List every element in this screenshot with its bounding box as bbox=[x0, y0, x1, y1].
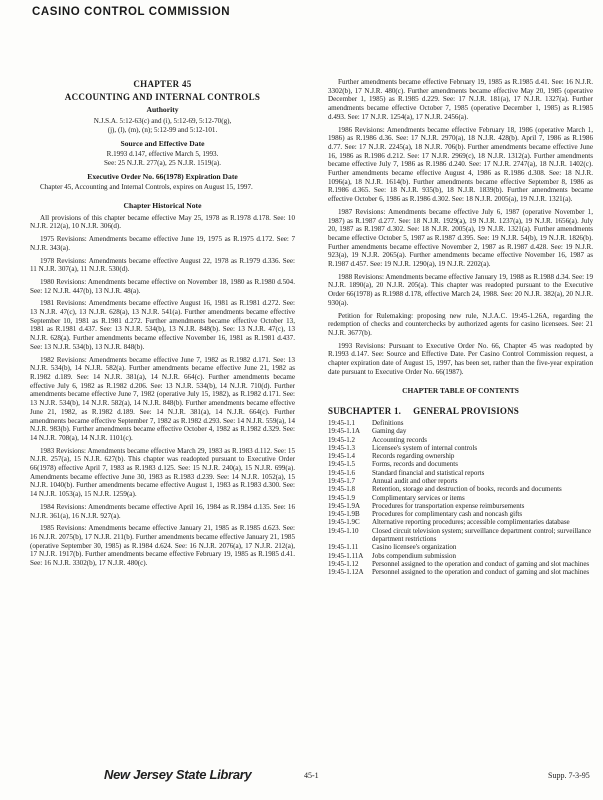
subchapter-heading bbox=[328, 407, 593, 416]
toc-section-title: Procedures for complimentary cash and noncash gifts bbox=[372, 510, 523, 519]
toc-section-title: Personnel assigned to the operation and conduct of gaming and slot machines bbox=[372, 568, 590, 577]
toc-section-title: Gaming day bbox=[372, 427, 407, 436]
toc-section-title: Retention, storage and destruction of books, records and documents bbox=[372, 485, 562, 494]
toc-row bbox=[328, 552, 593, 560]
toc-row bbox=[328, 452, 593, 460]
toc-section-number: 19:45-1.7 bbox=[328, 476, 356, 485]
source-line-1: R.1993 d.147, effective March 5, 1993. bbox=[106, 150, 219, 159]
source-line-2: See: 25 N.J.R. 277(a), 25 N.J.R. 1519(a). bbox=[103, 158, 222, 167]
toc-section-number: 19:45-1.12A bbox=[328, 568, 364, 577]
toc-section-title: Jobs compendium submission bbox=[372, 551, 457, 560]
toc-section-title: Records regarding ownership bbox=[372, 452, 455, 461]
toc-row bbox=[328, 568, 593, 576]
toc-row bbox=[328, 477, 593, 485]
history-paragraph: 1975 Revisions: Amendments became effective June 19, 1975 as R.1975 d.172. See: 7 N.J.R. 343(a). bbox=[30, 235, 295, 252]
toc-section-number: 19:45-1.12 bbox=[328, 559, 359, 568]
toc-section-number: 19:45-1.10 bbox=[328, 526, 359, 535]
toc-heading: CHAPTER TABLE OF CONTENTS bbox=[402, 385, 519, 395]
subchapter-title: GENERAL PROVISIONS bbox=[413, 406, 519, 417]
historical-note-heading: Chapter Historical Note bbox=[123, 201, 202, 211]
toc-section-number: 19:45-1.9C bbox=[328, 518, 360, 527]
history-paragraph: 1988 Revisions: Amendments became effective January 19, 1988 as R.1988 d.34. See: 19 N.J.R. 1890(a), 20 N.J.R. 205(a). This chapter was readopted pursuant to the Executive Order 66(1978) as R.1988 d.178, effective March 24, 1988. See: 20 N.J.R. 382(a), 20 N.J.R. 930(a). bbox=[328, 272, 593, 307]
toc-row bbox=[328, 427, 593, 435]
toc-section-number: 19:45-1.2 bbox=[328, 435, 356, 444]
toc-section-title: Licensee's system of internal controls bbox=[372, 443, 478, 452]
toc-section-number: 19:45-1.9 bbox=[328, 493, 356, 502]
toc-section-title: Forms, records and documents bbox=[372, 460, 458, 469]
toc-row bbox=[328, 510, 593, 518]
toc-row bbox=[328, 419, 593, 427]
history-paragraph: 1984 Revisions: Amendments became effective April 16, 1984 as R.1984 d.135. See: 16 N.J.R. 361(a), 16 N.J.R. 927(a). bbox=[30, 502, 295, 520]
toc-section-number: 19:45-1.9A bbox=[328, 501, 361, 510]
history-paragraph: 1983 Revisions: Amendments became effective March 29, 1983 as R.1983 d.112. See: 15 N.J.R. 257(a), 15 N.J.R. 627(b). This chapter was readopted pursuant to Executive Order 66(1978) effective April 7, 1983 as R.1983 d.125. See: 15 N.J.R. 240(a), 15 N.J.R. 699(a). Amendments became effective June 30, 1983 as R.1983 d.239. See: 14 N.J.R. 1052(a), 15 N.J.R. 1040(b). Further amendments became effective August 1, 1983 as R.1983 d.300. See: 14 N.J.R. 1053(a), 15 N.J.R. 1259(a). bbox=[30, 446, 295, 499]
history-paragraph: Petition for Rulemaking: proposing new rule, N.J.A.C. 19:45-1.26A, regarding the redemption of checks and counterchecks by authorized agents for casino licensees. See: 21 N.J.R. 3677(b). bbox=[328, 311, 593, 337]
library-stamp: New Jersey State Library bbox=[104, 767, 252, 782]
toc-section-title: Procedures for transportation expense reimbursements bbox=[372, 501, 525, 510]
toc-row bbox=[328, 560, 593, 568]
source-heading: Source and Effective Date bbox=[120, 138, 205, 148]
toc-section-title: Definitions bbox=[372, 418, 404, 427]
left-column bbox=[30, 80, 295, 572]
toc-section-number: 19:45-1.11A bbox=[328, 551, 364, 560]
toc-section-number: 19:45-1.11 bbox=[328, 543, 359, 552]
historical-note-right bbox=[328, 78, 593, 377]
toc-row bbox=[328, 502, 593, 510]
toc-section-title: Standard financial and statistical reports bbox=[372, 468, 485, 477]
chapter-title: ACCOUNTING AND INTERNAL CONTROLS bbox=[64, 91, 261, 102]
toc-row bbox=[328, 485, 593, 493]
toc-row bbox=[328, 436, 593, 444]
toc-row bbox=[328, 460, 593, 468]
toc-row bbox=[328, 469, 593, 477]
history-paragraph: Further amendments became effective February 19, 1985 as R.1985 d.41. See: 16 N.J.R. 3302(b), 17 N.J.R. 480(c). Further amendments became effective May 20, 1985 (operative December 1, 1985) as R.1985 d.229. See: 17 N.J.R. 181(a), 17 N.J.R. 1327(a). Further amendments became effective October 7, 1985 (operative December 1, 1985) as R.1985 d.493. See: 17 N.J.R. 1254(a), 17 N.J.R. 2456(a). bbox=[328, 78, 593, 121]
subchapter-number: SUBCHAPTER 1. bbox=[328, 406, 402, 417]
history-paragraph: 1980 Revisions: Amendments became effective on November 18, 1980 as R.1980 d.504. See: 12 N.J.R. 447(b), 13 N.J.R. 48(a). bbox=[30, 277, 295, 295]
authority-heading: Authority bbox=[146, 105, 179, 115]
toc-section-title: Alternative reporting procedures; accessible complimentaries database bbox=[372, 518, 570, 527]
toc-section-title: Personnel assigned to the operation and conduct of gaming and slot machines bbox=[372, 559, 590, 568]
toc-section-number: 19:45-1.3 bbox=[328, 443, 356, 452]
toc-row bbox=[328, 494, 593, 502]
toc-section-title: Complimentary services or items bbox=[372, 493, 465, 502]
right-column bbox=[328, 78, 593, 577]
running-header: CASINO CONTROL COMMISSION bbox=[32, 6, 231, 18]
history-paragraph: 1993 Revisions: Pursuant to Executive Order No. 66, Chapter 45 was readopted by R.1993 d.147. See: Source and Effective Date. Per Casino Control Commission request, a chapter expiration date of August 15, 1997, has been set, rather than the five-year expiration date pursuant to Executive Order No. 66(1987). bbox=[328, 341, 593, 376]
toc-table bbox=[328, 419, 593, 577]
history-paragraph: 1981 Revisions: Amendments became effective August 16, 1981 as R.1981 d.272. See: 13 N.J.R. 47(c), 13 N.J.R. 628(a), 13 N.J.R. 541(a). Further amendments became effective September 10, 1981 as R.1981 d.272. Further amendments became effective October 13, 1981 as R.1981 d.437. See: 13 N.J.R. 534(b), 13 N.J.R. 848(b). See: 13 N.J.R. 47(c), 13 N.J.R. 628(a). Further amendments became effective November 16, 1981 as R.1981 d.437. See: 13 N.J.R. 534(b), 13 N.J.R. 848(b). bbox=[30, 299, 295, 351]
toc-section-number: 19:45-1.8 bbox=[328, 485, 356, 494]
toc-section-number: 19:45-1.6 bbox=[328, 468, 356, 477]
authority-line-1: N.J.S.A. 5:12-63(c) and (i), 5:12-69, 5:12-70(g), bbox=[93, 117, 232, 126]
toc-row bbox=[328, 444, 593, 452]
history-paragraph: 1978 Revisions: Amendments became effective August 22, 1978 as R.1979 d.336. See: 11 N.J.R. 307(a), 11 N.J.R. 530(d). bbox=[30, 256, 295, 274]
authority-line-2: (j), (l), (m), (n); 5:12-99 and 5:12-101. bbox=[107, 125, 218, 134]
history-paragraph: All provisions of this chapter became effective May 25, 1978 as R.1978 d.178. See: 10 N.J.R. 212(a), 10 N.J.R. 306(d). bbox=[30, 213, 295, 231]
history-paragraph: 1985 Revisions: Amendments became effective January 21, 1985 as R.1985 d.623. See: 16 N.J.R. 2075(b), 17 N.J.R. 211(b). Further amendments became effective January 21, 1985 (operative September 30, 1985) as R.1984 d.624. See: 16 N.J.R. 2076(a), 17 N.J.R. 212(a), 17 N.J.R. 1917(b). Further amendments became effective February 19, 1985 as R.1985 d.41. See: 16 N.J.R. 3302(b), 17 N.J.R. 480(c). bbox=[30, 524, 295, 568]
toc-section-title: Closed circuit television system; surveillance department control; surveillance department restrictions bbox=[372, 526, 592, 544]
history-paragraph: 1982 Revisions: Amendments became effective June 7, 1982 as R.1982 d.171. See: 13 N.J.R. 534(b), 14 N.J.R. 582(a). Further amendments became effective June 21, 1982 as R.1982 d.189. See: 14 N.J.R. 381(a), 14 N.J.R. 664(c). Further amendments became effective July 6, 1982 as R.1982 d.206. See: 13 N.J.R. 534(b), 14 N.J.R. 710(d). Further amendments became effective June 7, 1982 (operative July 15, 1982), as R.1982 d.171. See: 13 N.J.R. 534(b), 14 N.J.R. 582(a), 14 N.J.R. 848(b). Further amendments became effective June 21, 1982, as R.1982 d.189. See: 14 N.J.R. 381(a), 14 N.J.R. 664(c). Further amendments became effective September 7, 1982 as R.1982 d.293. See: 14 N.J.R. 559(a), 14 N.J.R. 983(b). Further amendments became effective October 4, 1982 as R.1982 d.329. See: 14 N.J.R. 708(a), 14 N.J.R. 1101(c). bbox=[30, 355, 295, 442]
toc-row bbox=[328, 518, 593, 526]
toc-section-number: 19:45-1.1 bbox=[328, 418, 356, 427]
toc-section-title: Casino licensee's organization bbox=[372, 543, 457, 552]
exec-order-heading: Executive Order No. 66(1978) Expiration Date bbox=[87, 171, 238, 181]
toc-section-number: 19:45-1.9B bbox=[328, 510, 360, 519]
toc-section-title: Accounting records bbox=[372, 435, 428, 444]
historical-note-left bbox=[30, 214, 295, 568]
toc-row bbox=[328, 527, 593, 544]
toc-row bbox=[328, 543, 593, 551]
history-paragraph: 1986 Revisions: Amendments became effective February 18, 1986 (operative March 1, 1986) as R.1986 d.36. See: 17 N.J.R. 2970(a), 18 N.J.R. 428(b). April 7, 1986 as R.1986 d.77. See: 17 N.J.R. 2245(a), 18 N.J.R. 706(b). Further amendments became effective June 16, 1986 as R.1986 d.212. See: 17 N.J.R. 2969(c), 18 N.J.R. 1312(a). Further amendments became effective July 7, 1986 as R.1986 d.240. See: 17 N.J.R. 2747(a), 18 N.J.R. 1402(c). Further amendments became effective August 4, 1986 as R.1986 d.308. See: 18 N.J.R. 1096(a), 18 N.J.R. 1614(b). Further amendments became effective September 8, 1986 as R.1986 d.365. See: 18 N.J.R. 935(b), 18 N.J.R. 1839(b). Further amendments became effective October 6, 1986 as R.1986 d.302. See: 18 N.J.R. 2005(a), 19 N.J.R. 1321(a). bbox=[328, 125, 593, 204]
exec-order-text: Chapter 45, Accounting and Internal Controls, expires on August 15, 1997. bbox=[40, 183, 253, 192]
supplement-date: Supp. 7-3-95 bbox=[548, 771, 590, 780]
toc-section-number: 19:45-1.1A bbox=[328, 427, 361, 436]
toc-section-number: 19:45-1.5 bbox=[328, 460, 356, 469]
page-number: 45-1 bbox=[304, 771, 319, 780]
toc-section-number: 19:45-1.4 bbox=[328, 452, 356, 461]
toc-section-title: Annual audit and other reports bbox=[372, 476, 458, 485]
history-paragraph: 1987 Revisions: Amendments became effective July 6, 1987 (operative November 1, 1987) as R.1987 d.277. See: 18 N.J.R. 1929(a), 19 N.J.R. 1237(a), 19 N.J.R. 1656(a). July 20, 1987 as R.1987 d.302. See: 18 N.J.R. 2005(a), 19 N.J.R. 1321(a). Further amendments became effective October 5, 1987 as R.1987 d.395. See: 19 N.J.R. 54(b), 19 N.J.R. 1826(b). Further amendments became effective November 2, 1987 as R.1987 d.428. See: 19 N.J.R. 923(a), 19 N.J.R. 2065(a). Further amendments became effective November 16, 1987 as R.1987 d.457. See: 19 N.J.R. 1290(a), 19 N.J.R. 2202(a). bbox=[328, 207, 593, 269]
chapter-number: CHAPTER 45 bbox=[133, 79, 192, 89]
